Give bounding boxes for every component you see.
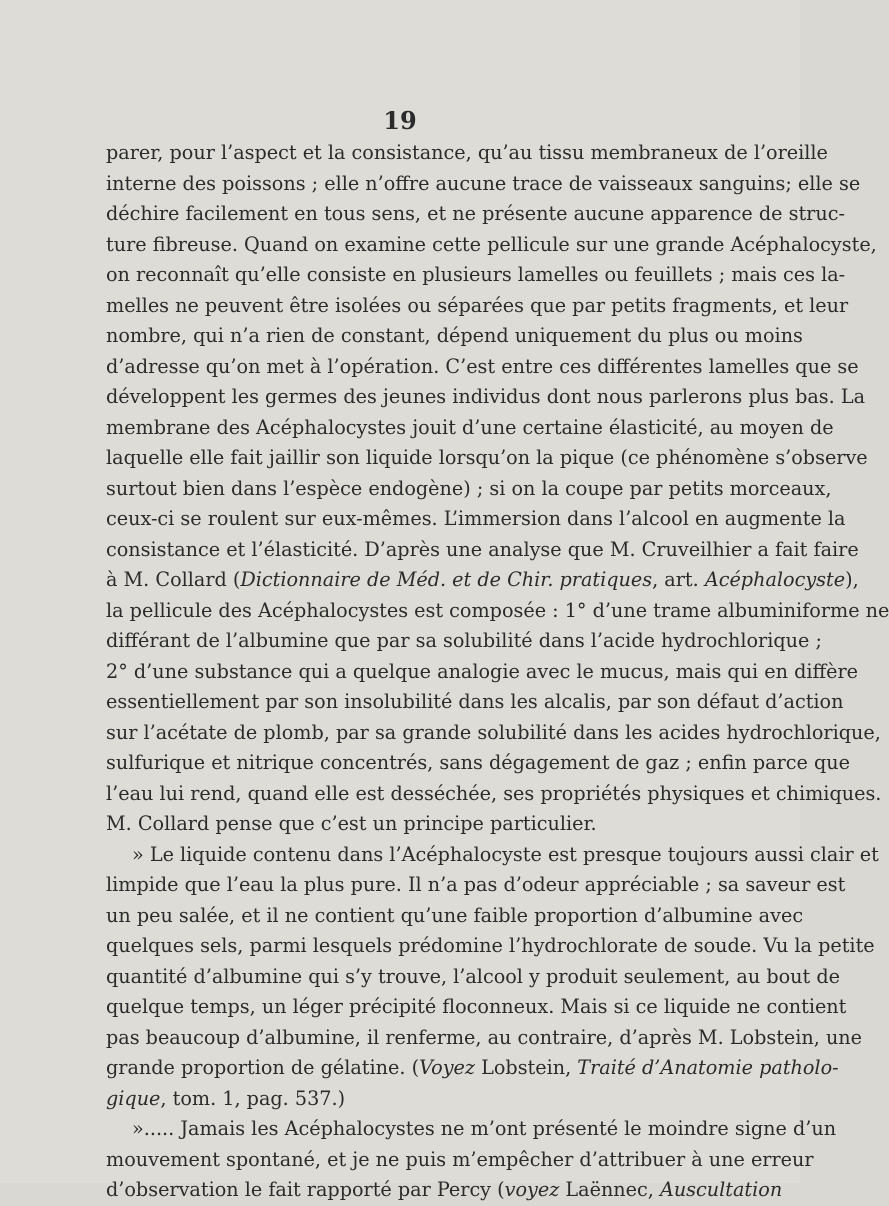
text-line	[106, 1023, 863, 1054]
text-line	[106, 352, 859, 383]
text-line	[106, 291, 849, 322]
text-run: la pellicule des Acéphalocystes est composée : 1° d’une trame albuminiforme ne	[106, 598, 889, 622]
text-run: déchire facilement en tous sens, et ne présente aucune apparence de struc-	[106, 202, 845, 225]
text-run: limpide que l’eau la plus pure. Il n’a pas d’odeur appréciable ; sa saveur est	[106, 873, 846, 896]
text-run: développent les germes des jeunes individus dont nous parlerons plus bas. La	[106, 385, 866, 408]
text-run: Laënnec,	[559, 1178, 660, 1201]
text-line	[106, 809, 718, 840]
text-run: consistance et l’élasticité. D’après une analyse que M. Cruveilhier a fait faire	[106, 537, 859, 561]
italic-text: Dictionnaire de Méd. et de Chir. pratiques	[240, 568, 653, 591]
text-run: parer, pour l’aspect et la consistance, qu’au tissu membraneux de l’oreille	[106, 141, 828, 164]
text-line	[106, 748, 850, 779]
text-run: »..... Jamais les Acéphalocystes ne m’ont présenté le moindre signe d’un	[132, 1117, 837, 1140]
text-line	[106, 870, 846, 901]
italic-text: Voyez	[419, 1056, 476, 1079]
text-run: » Le liquide contenu dans l’Acéphalocyste est presque toujours aussi clair et	[132, 842, 879, 866]
italic-text: gique	[106, 1086, 161, 1110]
text-run: quelques sels, parmi lesquels prédomine l’hydrochlorate de soude. Vu la petite	[106, 934, 875, 957]
text-line	[106, 901, 804, 932]
text-run: grande proportion de gélatine. (	[106, 1056, 420, 1079]
text-line	[106, 687, 844, 718]
text-line	[106, 596, 889, 627]
text-line	[106, 474, 832, 505]
text-run: surtout bien dans l’espèce endogène) ; si on la coupe par petits morceaux,	[106, 476, 832, 500]
text-line	[106, 931, 875, 962]
text-run: pas beaucoup d’albumine, il renferme, au contraire, d’après M. Lobstein, une	[106, 1025, 863, 1049]
text-line	[106, 382, 866, 413]
text-run: , tom. 1, pag. 537.)	[160, 1086, 346, 1110]
text-line	[106, 657, 859, 688]
text-run: à M. Collard (	[106, 568, 241, 591]
text-line	[106, 535, 859, 566]
text-run: ture fibreuse. Quand on examine cette pellicule sur une grande Acéphalocyste,	[106, 232, 877, 256]
text-line	[106, 1114, 837, 1145]
text-run: ceux-ci se roulent sur eux-mêmes. L’immersion dans l’alcool en augmente la	[106, 507, 846, 530]
text-line	[106, 992, 847, 1023]
text-run: l’eau lui rend, quand elle est desséchée, ses propriétés physiques et chimiques.	[106, 781, 882, 805]
text-line	[106, 626, 822, 657]
text-line	[106, 565, 859, 596]
text-line	[106, 779, 882, 810]
text-run: interne des poissons ; elle n’offre aucune trace de vaisseaux sanguins; elle se	[106, 171, 861, 195]
text-line	[106, 504, 846, 535]
text-line	[106, 199, 845, 230]
text-line	[106, 962, 840, 993]
text-run: d’adresse qu’on met à l’opération. C’est entre ces différentes lamelles que se	[106, 354, 859, 378]
text-run: 2° d’une substance qui a quelque analogie avec le mucus, mais qui en diffère	[106, 659, 859, 683]
text-run: on reconnaît qu’elle consiste en plusieurs lamelles ou feuillets ; mais ces la-	[106, 263, 846, 286]
text-line	[106, 138, 828, 169]
body-text	[106, 138, 889, 1206]
text-run: melles ne peuvent être isolées ou séparées que par petits fragments, et leur	[106, 293, 849, 317]
text-run: sur l’acétate de plomb, par sa grande solubilité dans les acides hydrochlorique,	[106, 720, 881, 744]
text-line	[106, 230, 877, 261]
text-run: ),	[845, 568, 859, 591]
text-run: un peu salée, et il ne contient qu’une faible proportion d’albumine avec	[106, 903, 804, 927]
text-run: différant de l’albumine que par sa solubilité dans l’acide hydrochlorique ;	[106, 629, 822, 652]
text-run: Lobstein,	[475, 1056, 578, 1079]
text-run: essentiellement par son insolubilité dans les alcalis, par son défaut d’action	[106, 690, 844, 713]
text-run: nombre, qui n’a rien de constant, dépend uniquement du plus ou moins	[106, 324, 803, 347]
text-line	[106, 840, 879, 871]
text-run: membrane des Acéphalocystes jouit d’une certaine élasticité, au moyen de	[106, 415, 834, 439]
italic-text: Auscultation	[659, 1178, 783, 1201]
text-run: d’observation le fait rapporté par Percy (	[106, 1178, 505, 1201]
italic-text: Traité d’Anatomie patholo-	[577, 1056, 839, 1079]
italic-text: voyez	[504, 1178, 560, 1201]
text-line	[106, 169, 861, 200]
text-run: M. Collard pense que c’est un principe particulier.	[106, 812, 597, 835]
text-line	[106, 1084, 718, 1115]
italic-text: Acéphalocyste	[704, 568, 846, 591]
text-line	[106, 1145, 814, 1176]
text-run: quelque temps, un léger précipité floconneux. Mais si ce liquide ne contient	[106, 995, 847, 1018]
text-line	[106, 260, 846, 291]
page-number: 19	[383, 106, 417, 135]
text-line	[106, 1175, 783, 1206]
text-line	[106, 443, 868, 474]
text-line	[106, 321, 803, 352]
text-line	[106, 718, 881, 749]
text-line	[106, 1053, 839, 1084]
text-line	[106, 413, 834, 444]
text-run: laquelle elle fait jaillir son liquide lorsqu’on la pique (ce phénomène s’observe	[106, 446, 868, 469]
text-run: , art.	[652, 568, 705, 591]
text-run: mouvement spontané, et je ne puis m’empêcher d’attribuer à une erreur	[106, 1147, 814, 1171]
text-run: sulfurique et nitrique concentrés, sans dégagement de gaz ; enfin parce que	[106, 751, 850, 774]
text-run: quantité d’albumine qui s’y trouve, l’alcool y produit seulement, au bout de	[106, 964, 840, 988]
